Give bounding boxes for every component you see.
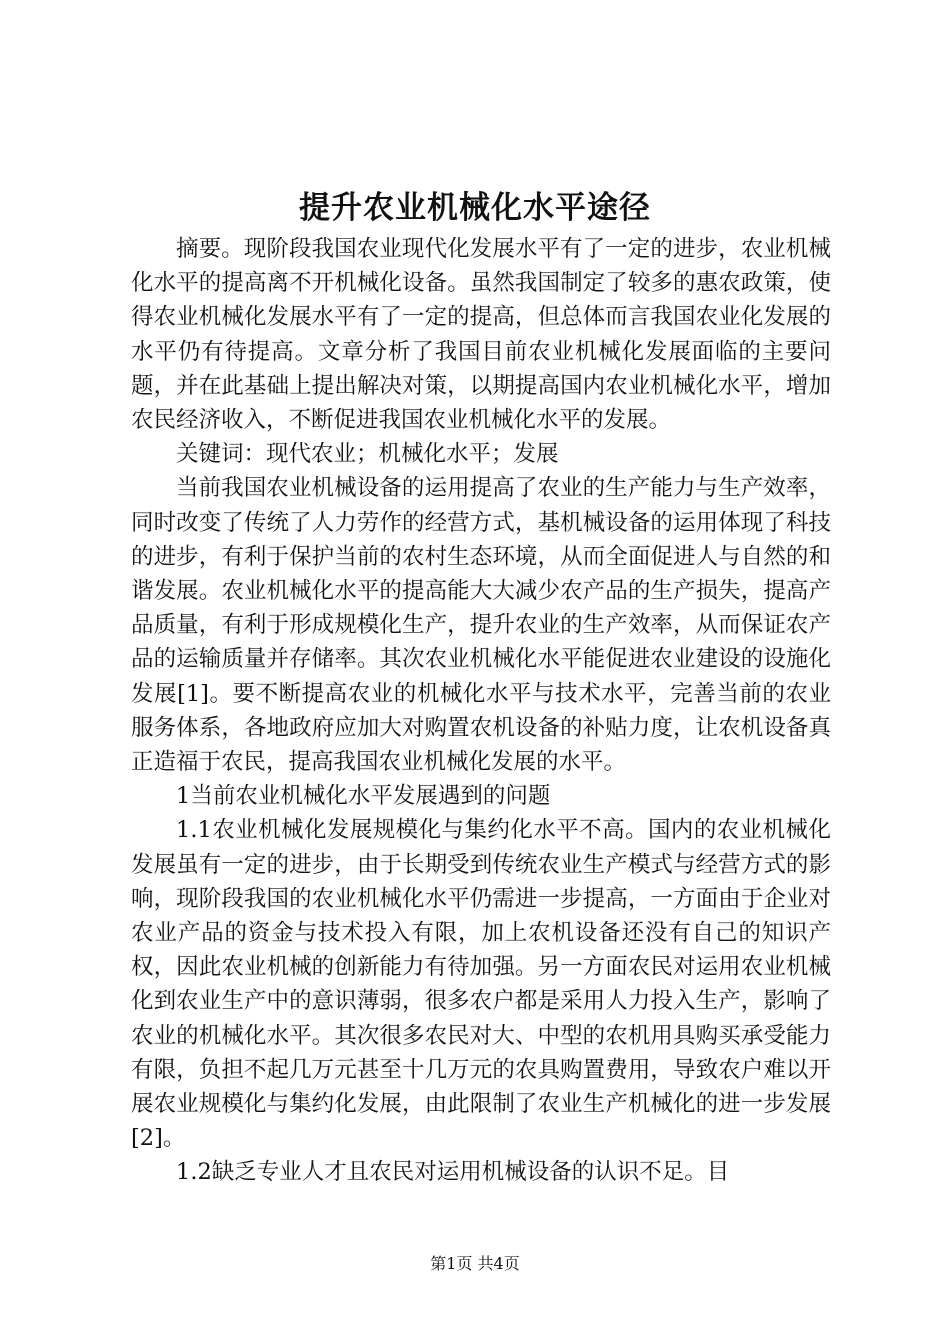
intro-paragraph: 当前我国农业机械设备的运用提高了农业的生产能力与生产效率，同时改变了传统了人力劳作的经营方式，基机械设备的运用体现了科技的进步，有利于保护当前的农村生态环境，从而全面促进人与自然的和谐发展。农业机械化水平的提高能大大减少农产品的生产损失，提高产品质量，有利于形成规模化生产，提升农业的生产效率，从而保证农产品的运输质量并存储率。其次农业机械化水平能促进农业建设的设施化发展[1]。要不断提高农业的机械化水平与技术水平，完善当前的农业服务体系，各地政府应加大对购置农机设备的补贴力度，让农机设备真正造福于农民，提高我国农业机械化发展的水平。 (131, 475, 831, 776)
section-1-2-paragraph: 1.2缺乏专业人才且农民对运用机械设备的认识不足。目 (176, 1159, 730, 1186)
page-footer: 第1页 共4页 (430, 1254, 520, 1273)
section-1-1-paragraph: 1.1农业机械化发展规模化与集约化水平不高。国内的农业机械化发展虽有一定的进步，由于长期受到传统农业生产模式与经营方式的影响，现阶段我国的农业机械化水平仍需进一步提高，一方面由于企业对农业产品的资金与技术投入有限，加上农机设备还没有自己的知识产权，因此农业机械的创新能力有待加强。另一方面农民对运用农业机械化到农业生产中的意识薄弱，很多农户都是采用人力投入生产，影响了农业的机械化水平。其次很多农民对大、中型的农机用具购买承受能力有限，负担不起几万元甚至十几万元的农具购置费用，导致农户难以开展农业规模化与集约化发展，由此限制了农业生产机械化的进一步发展[2]。 (131, 817, 831, 1152)
document-title: 提升农业机械化水平途径 (299, 190, 651, 226)
section-heading: 1当前农业机械化水平发展遇到的问题 (176, 783, 551, 810)
abstract-paragraph: 摘要。现阶段我国农业现代化发展水平有了一定的进步，农业机械化水平的提高离不开机械化设备。虽然我国制定了较多的惠农政策，使得农业机械化发展水平有了一定的提高，但总体而言我国农业化发展的水平仍有待提高。文章分析了我国目前农业机械化发展面临的主要问题，并在此基础上提出解决对策，以期提高国内农业机械化水平，增加农民经济收入，不断促进我国农业机械化水平的发展。 (131, 236, 831, 434)
keywords-paragraph: 关键词：现代农业；机械化水平；发展 (176, 441, 559, 468)
document-body (131, 232, 831, 1190)
